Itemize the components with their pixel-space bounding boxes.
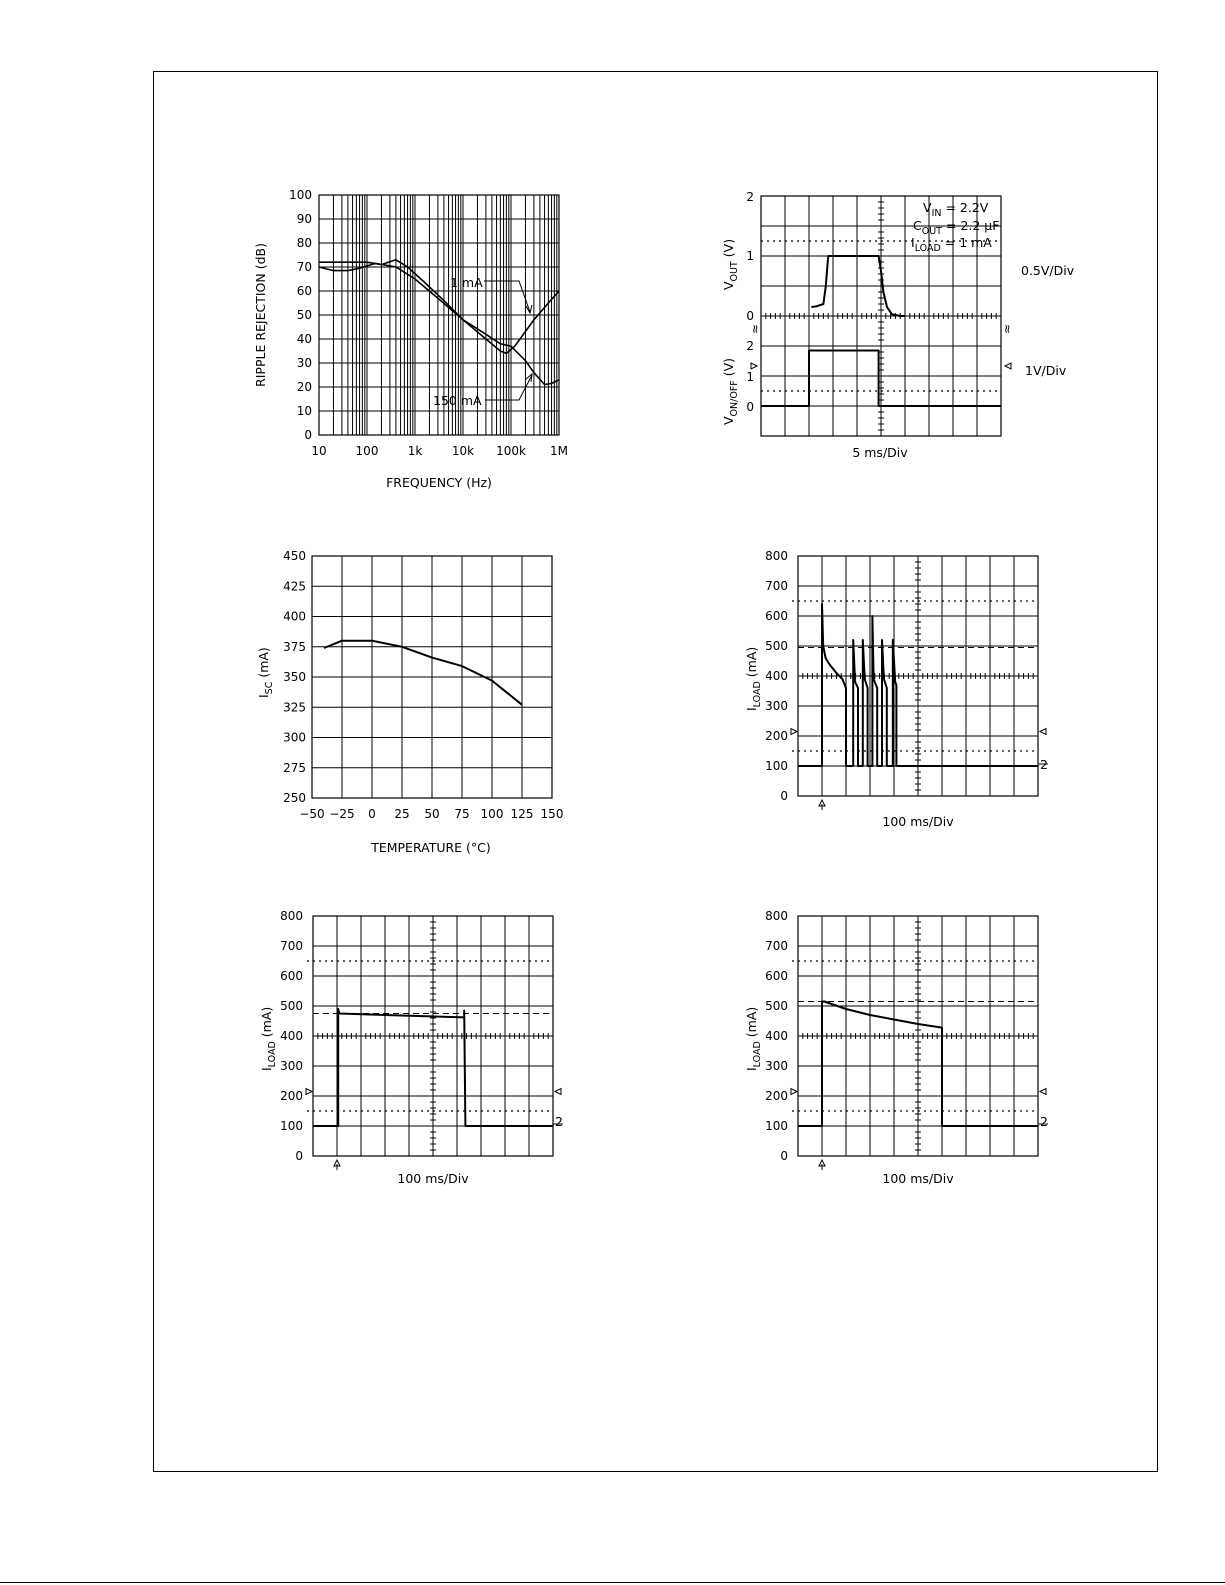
svg-text:COUT = 2.2 µF: $C_{OUT} = 2.2$ µF — [913, 218, 1000, 237]
load1-y-tick-label: 100 — [765, 759, 788, 773]
load-scope-2-chart — [255, 908, 585, 1198]
load1-trigger-marker — [819, 800, 825, 810]
load1-y-tick-label: 300 — [765, 699, 788, 713]
isc-x-tick-label: −25 — [329, 807, 355, 821]
isc-y-tick-label: 300 — [283, 730, 306, 745]
isc-x-tick-label: 75 — [454, 807, 470, 821]
startup-bottom-tick-0: 0 — [746, 400, 754, 414]
load2-y-tick-label: 500 — [280, 999, 303, 1013]
load1-ch-marker-right — [1040, 729, 1046, 735]
load2-y-tick-label: 300 — [280, 1059, 303, 1073]
load2-grid — [306, 916, 563, 1170]
psrr-y-tick-label: 40 — [296, 332, 312, 346]
load2-ticks — [280, 909, 303, 1163]
psrr-x-tick-label: 100k — [496, 444, 526, 458]
load3-x-axis-label: 100 ms/Div — [882, 1171, 954, 1186]
isc-x-tick-label: 25 — [394, 807, 410, 821]
load3-y-tick-label: 400 — [765, 1029, 788, 1043]
isc-y-tick-label: 375 — [283, 639, 306, 654]
load1-y-tick-label: 0 — [780, 789, 788, 803]
startup-top-tick-2: 2 — [746, 190, 754, 204]
load1-grid — [791, 556, 1048, 810]
startup-bottom-tick-1: 1 — [746, 370, 754, 384]
psrr-series-1ma — [319, 263, 559, 353]
load3-y-tick-label: 100 — [765, 1119, 788, 1133]
load2-y-tick-label: 800 — [280, 909, 303, 923]
load1-y-tick-label: 400 — [765, 669, 788, 683]
load3-y-tick-label: 500 — [765, 999, 788, 1013]
load3-ref-label: 2 — [1040, 1114, 1048, 1129]
isc-x-tick-label: −50 — [299, 807, 325, 821]
startup-scope-chart — [715, 185, 1095, 475]
startup-bottom-tick-2: 2 — [746, 339, 754, 353]
psrr-annotation-1ma: 1 mA — [450, 275, 483, 290]
load1-ref-label: 2 — [1040, 757, 1048, 772]
isc-y-tick-label: 450 — [283, 549, 306, 563]
startup-break-mark-left: ≈ — [748, 323, 762, 334]
load3-ch-marker-left — [791, 1089, 797, 1095]
psrr-y-tick-label: 100 — [289, 188, 312, 202]
load3-y-axis-label: $I_{LOAD}$ (mA) — [744, 1006, 763, 1071]
load3-y-tick-label: 200 — [765, 1089, 788, 1103]
startup-top-tick-0: 0 — [746, 309, 754, 323]
psrr-y-tick-label: 50 — [296, 308, 312, 322]
load3-trigger-marker — [819, 1160, 825, 1170]
load1-x-axis-label: 100 ms/Div — [882, 814, 954, 829]
psrr-ticks — [289, 188, 568, 458]
load2-ref-label: 2 — [555, 1114, 563, 1129]
isc-ticks — [283, 549, 563, 821]
psrr-x-tick-label: 10 — [311, 444, 327, 458]
psrr-y-tick-label: 60 — [296, 284, 312, 298]
psrr-series-150ma — [319, 260, 559, 385]
psrr-y-axis-label: RIPPLE REJECTION (dB) — [253, 243, 268, 387]
psrr-y-tick-label: 10 — [296, 404, 312, 418]
load2-ch-marker-left — [306, 1089, 312, 1095]
load2-x-axis-label: 100 ms/Div — [397, 1171, 469, 1186]
load3-y-tick-label: 300 — [765, 1059, 788, 1073]
load1-y-tick-label: 500 — [765, 639, 788, 653]
startup-bottom-scale: 1V/Div — [1025, 363, 1067, 378]
psrr-x-tick-label: 1M — [550, 444, 568, 458]
psrr-y-tick-label: 80 — [296, 236, 312, 250]
psrr-traces — [319, 260, 559, 400]
isc-y-tick-label: 350 — [283, 670, 306, 684]
load2-y-tick-label: 600 — [280, 969, 303, 983]
isc-y-tick-label: 275 — [283, 760, 306, 775]
startup-top-tick-1: 1 — [746, 249, 754, 263]
svg-text:VIN = 2.2V: $V_{IN} = 2.2V$ — [923, 200, 989, 219]
load2-y-tick-label: 100 — [280, 1119, 303, 1133]
startup-ch-marker-left — [751, 363, 757, 369]
load-scope-1-chart — [740, 548, 1070, 838]
startup-conditions-legend — [911, 200, 999, 254]
isc-y-tick-label: 425 — [283, 579, 306, 594]
psrr-x-tick-label: 1k — [407, 444, 423, 458]
isc-grid — [312, 556, 552, 798]
psrr-y-tick-label: 20 — [296, 380, 312, 394]
isc-x-tick-label: 100 — [480, 807, 504, 821]
footer-rule — [0, 1582, 1225, 1583]
load2-ch-marker-right — [555, 1089, 561, 1095]
isc-x-tick-label: 0 — [368, 807, 376, 821]
load1-y-tick-label: 200 — [765, 729, 788, 743]
load3-y-tick-label: 0 — [780, 1149, 788, 1163]
load1-y-tick-label: 800 — [765, 549, 788, 563]
load-scope-3-chart — [740, 908, 1070, 1198]
load2-y-tick-label: 700 — [280, 939, 303, 953]
psrr-y-tick-label: 90 — [296, 212, 312, 226]
psrr-x-tick-label: 10k — [451, 444, 475, 458]
isc-x-tick-label: 50 — [424, 807, 440, 821]
psrr-x-axis-label: FREQUENCY (Hz) — [386, 475, 492, 490]
psrr-leader-1ma — [484, 281, 530, 312]
load1-y-tick-label: 700 — [765, 579, 788, 593]
psrr-y-tick-label: 0 — [304, 428, 312, 442]
load2-y-axis-label: $I_{LOAD}$ (mA) — [259, 1006, 278, 1071]
startup-bottom-ylabel: $V_{ON/OFF}$ (V) — [721, 357, 740, 425]
load1-y-axis-label: $I_{LOAD}$ (mA) — [744, 646, 763, 711]
startup-ch-marker-right — [1005, 363, 1011, 369]
psrr-y-tick-label: 70 — [296, 260, 312, 274]
isc-x-axis-label: TEMPERATURE (°C) — [371, 840, 491, 855]
svg-text:ILOAD = 1 mA: $I_{LOAD} = 1$ mA — [911, 235, 992, 254]
psrr-x-tick-label: 100 — [355, 444, 379, 458]
load1-ticks — [765, 549, 788, 803]
load1-y-tick-label: 600 — [765, 609, 788, 623]
psrr-annotation-150ma: 150 mA — [433, 393, 482, 408]
psrr-y-tick-label: 30 — [296, 356, 312, 370]
load3-ch-marker-right — [1040, 1089, 1046, 1095]
startup-x-axis-label: 5 ms/Div — [852, 445, 908, 460]
load3-y-tick-label: 700 — [765, 939, 788, 953]
load2-y-tick-label: 400 — [280, 1029, 303, 1043]
isc-x-tick-label: 150 — [540, 807, 564, 821]
psrr-chart — [240, 185, 590, 505]
isc-y-tick-label: 400 — [283, 609, 306, 624]
load3-y-tick-label: 600 — [765, 969, 788, 983]
load2-y-tick-label: 0 — [295, 1149, 303, 1163]
load3-ticks — [765, 909, 788, 1163]
load3-y-tick-label: 800 — [765, 909, 788, 923]
isc-y-axis-label: $I_{SC}$ (mA) — [256, 647, 275, 698]
load1-ch-marker-left — [791, 729, 797, 735]
isc-y-tick-label: 250 — [283, 791, 306, 805]
startup-break-mark-right: ≈ — [1000, 323, 1014, 334]
load2-y-tick-label: 200 — [280, 1089, 303, 1103]
startup-top-scale: 0.5V/Div — [1021, 263, 1075, 278]
isc-y-tick-label: 325 — [283, 700, 306, 715]
startup-top-ylabel: $V_{OUT}$ (V) — [721, 238, 740, 290]
load3-grid — [791, 916, 1048, 1170]
isc-chart — [240, 548, 590, 860]
isc-x-tick-label: 125 — [510, 807, 534, 821]
load2-trigger-marker — [334, 1160, 340, 1170]
